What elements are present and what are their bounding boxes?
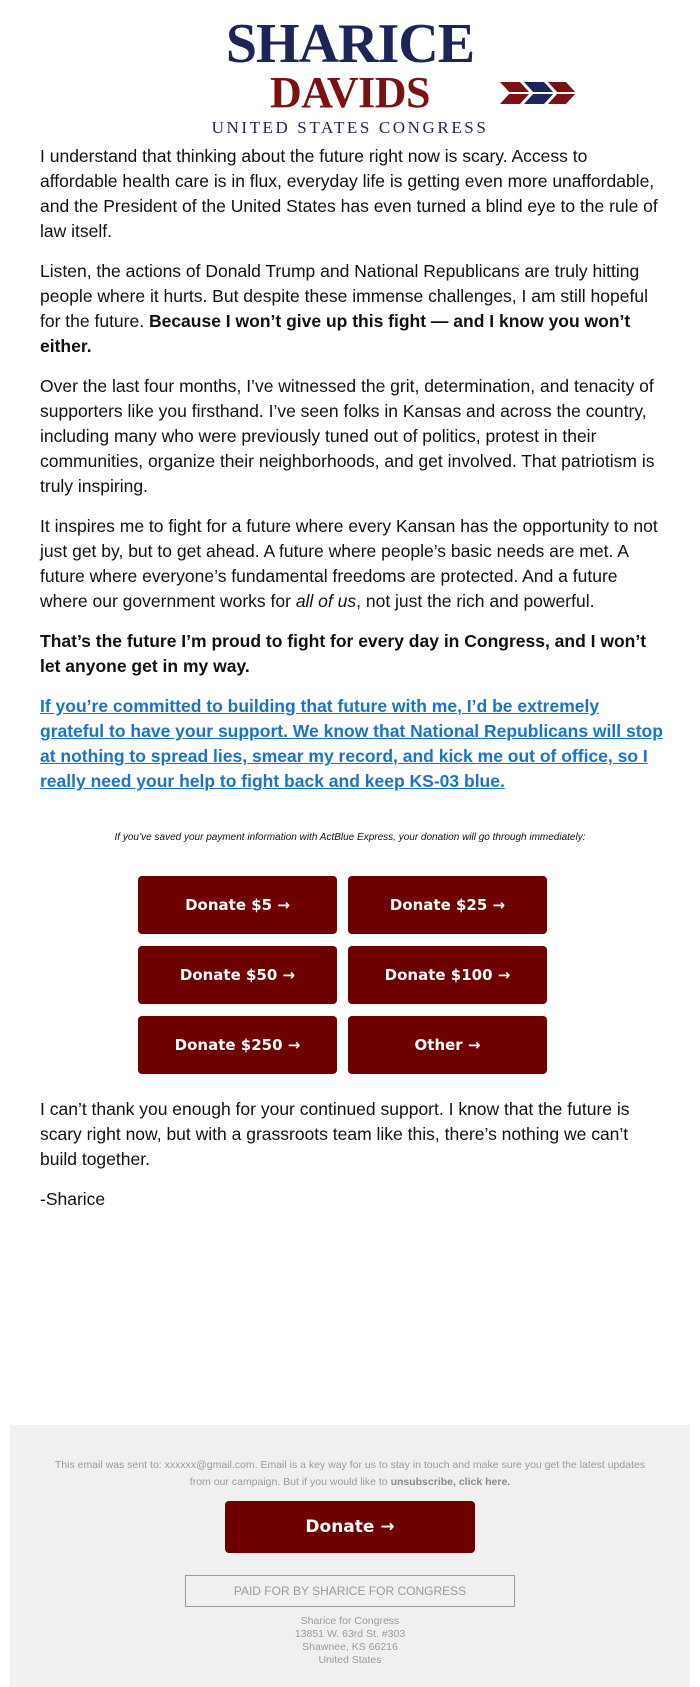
donate-25-button[interactable]: Donate $25 → — [348, 876, 547, 934]
paragraph-1: I understand that thinking about the future right now is scary. Access to affordable health care is in flux, everyday life is getting even more unaffordable, and the President of the United States has even turned a blind eye to the rule of law itself. — [40, 146, 658, 241]
logo-subtitle: UNITED STATES CONGRESS — [211, 118, 489, 137]
actblue-express-note: If you’ve saved your payment information with ActBlue Express, your donation will go through immediately: — [114, 832, 586, 843]
paragraph-5: That’s the future I’m proud to fight for every day in Congress, and I won’t let anyone get in my way. — [40, 631, 647, 676]
paragraph-2-bold: Because I won’t give up this fight — and I know you won’t either. — [40, 311, 631, 356]
closing-section — [40, 1097, 665, 1227]
paragraph-4: It inspires me to fight for a future where every Kansan has the opportunity to not just get by, but to get ahead. A future where people’s basic needs are met. A future where everyone’s fundamental freedoms are protected. And a future where our government works for all of us, not just the rich and powerful. — [40, 516, 658, 611]
paragraph-3: Over the last four months, I’ve witnessed the grit, determination, and tenacity of supporters like you firsthand. I’ve seen folks in Kansas and across the country, including many who were previously tuned out of politics, protest in their communities, organize their neighborhoods, and get involved. That patriotism is truly inspiring. — [40, 376, 655, 496]
email-body — [40, 144, 665, 809]
email-footer — [10, 1425, 690, 1687]
campaign-logo — [0, 13, 700, 138]
address-line: 13851 W. 63rd St. #303 — [294, 1628, 406, 1640]
paragraph-2: Listen, the actions of Donald Trump and National Republicans are truly hitting people where it hurts. But despite these immense challenges, I am still hopeful for the future. Because I won’t give up this fight — and I know you won’t either. — [40, 261, 648, 356]
logo-last-name-wrap — [269, 68, 431, 117]
mailing-address — [10, 1615, 690, 1667]
unsubscribe-link[interactable]: unsubscribe, click here. — [390, 1476, 511, 1488]
logo-first-name: SHARICE — [225, 13, 475, 75]
donate-5-button[interactable]: Donate $5 → — [138, 876, 337, 934]
donate-other-button[interactable]: Other → — [348, 1016, 547, 1074]
address-line: Sharice for Congress — [300, 1615, 400, 1627]
donate-50-button[interactable]: Donate $50 → — [138, 946, 337, 1004]
signature: -Sharice — [40, 1189, 106, 1209]
support-link-paragraph — [40, 694, 665, 794]
paid-for-disclaimer: PAID FOR BY SHARICE FOR CONGRESS — [185, 1575, 515, 1607]
logo-last-name: DAVIDS — [269, 68, 431, 117]
address-line: Shawnee, KS 66216 — [302, 1641, 398, 1653]
paragraph-4-italic: all of us — [295, 591, 357, 611]
donate-100-button[interactable]: Donate $100 → — [348, 946, 547, 1004]
support-link[interactable]: If you’re committed to building that future with me, I’d be extremely grateful to have your support. We know that National Republicans will stop at nothing to spread lies, smear my record, and kick me out of office, so I really need your help to fight back and keep KS-03 blue. — [40, 696, 663, 791]
footer-donate-button[interactable]: Donate → — [225, 1501, 475, 1553]
address-line: United States — [318, 1654, 382, 1666]
donate-250-button[interactable]: Donate $250 → — [138, 1016, 337, 1074]
footer-sent-notice: This email was sent to: xxxxxx@gmail.com. Email is a key way for us to stay in touch and make sure you get the latest updates from our campaign. But if you would like to unsubscribe, click here. — [54, 1459, 646, 1488]
closing-paragraph: I can’t thank you enough for your continued support. I know that the future is scary right now, but with a grassroots team like this, there’s nothing we can’t build together. — [40, 1099, 630, 1169]
chevron-arrows-icon — [500, 82, 576, 104]
